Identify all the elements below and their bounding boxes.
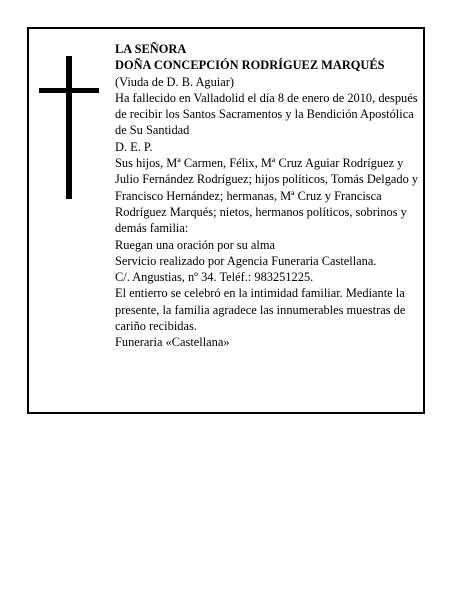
signature: Funeraria «Castellana» xyxy=(115,335,230,350)
cross-icon xyxy=(39,56,99,199)
prayer-request: Ruegan una oración por su alma xyxy=(115,237,275,252)
address-phone: C/. Angustias, nº 34. Teléf.: 983251225. xyxy=(115,270,314,285)
cross-vertical-bar xyxy=(66,56,72,199)
obituary-text xyxy=(115,41,421,351)
obituary-notice-frame xyxy=(27,27,425,414)
burial-note: El entierro se celebró en la intimidad familiar. Mediante la presente, la familia agradece las innumerables muestras de cariño recibidas. xyxy=(115,286,406,334)
cross-horizontal-bar xyxy=(39,88,99,93)
title-line: LA SEÑORA xyxy=(115,42,187,56)
dep-line: D. E. P. xyxy=(115,139,153,154)
widow-line: (Viuda de D. B. Aguiar) xyxy=(115,74,235,89)
family-list: Sus hijos, Mª Carmen, Félix, Mª Cruz Aguiar Rodríguez y Julio Fernández Rodríguez; hijos políticos, Tomás Delgado y Francisco Hernández; hermanas, Mª Cruz y Francisca Rodríguez Marqués; nietos, hermanos políticos, sobrinos y demás familia: xyxy=(115,156,419,236)
death-announcement: Ha fallecido en Valladolid el día 8 de enero de 2010, después de recibir los Santos Sacramentos y la Bendición Apostólica de Su Santidad xyxy=(115,90,418,138)
service-provider: Servicio realizado por Agencia Funeraria Castellana. xyxy=(115,253,377,268)
deceased-name: DOÑA CONCEPCIÓN RODRÍGUEZ MARQUÉS xyxy=(115,58,385,73)
